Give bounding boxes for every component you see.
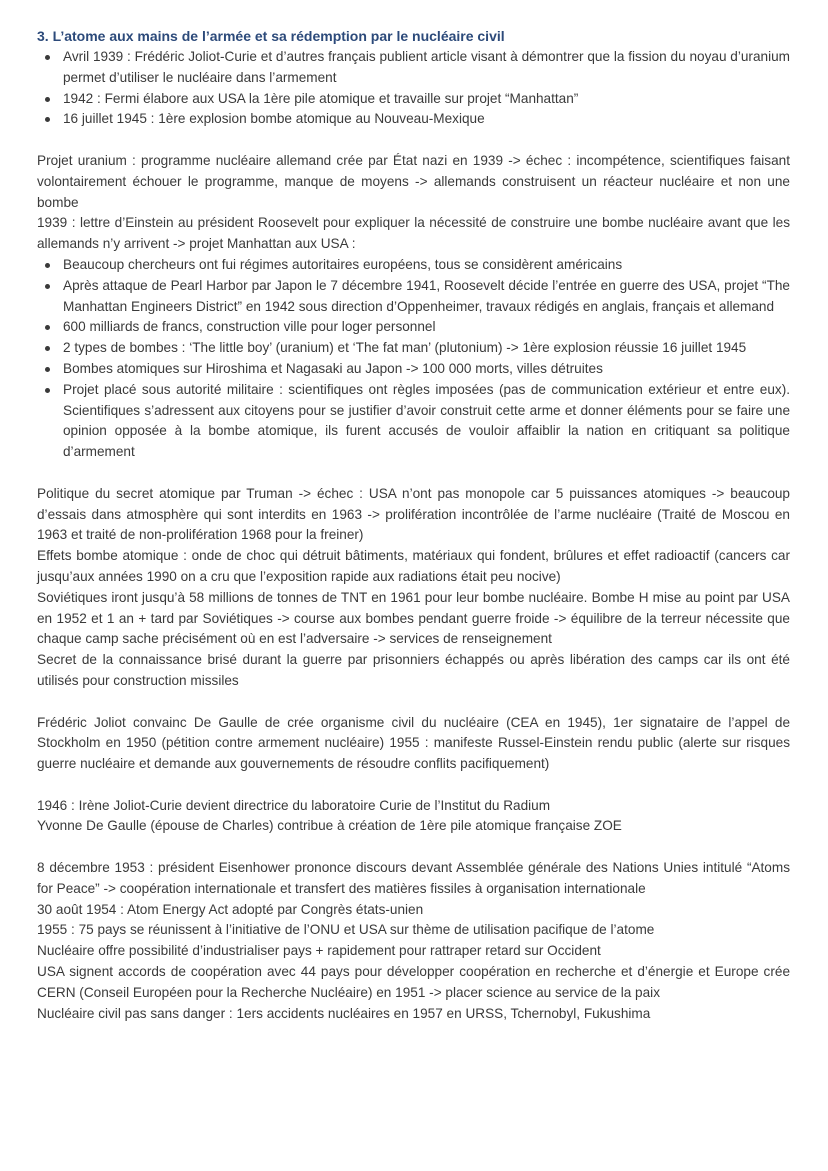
spacer <box>37 130 790 151</box>
bullet-icon <box>45 117 50 122</box>
list-item: Beaucoup chercheurs ont fui régimes autoritaires européens, tous se considèrent américains <box>63 255 790 276</box>
list-item: 2 types de bombes : ‘The little boy’ (uranium) et ‘The fat man’ (plutonium) -> 1ère explosion réussie 16 juillet 1945 <box>63 338 790 359</box>
bullet-icon <box>45 263 50 268</box>
bullet-icon <box>45 388 50 393</box>
list-item: 16 juillet 1945 : 1ère explosion bombe atomique au Nouveau-Mexique <box>63 109 790 130</box>
paragraph: Yvonne De Gaulle (épouse de Charles) contribue à création de 1ère pile atomique française ZOE <box>37 818 622 834</box>
paragraph: Politique du secret atomique par Truman -> échec : USA n’ont pas monopole car 5 puissances atomiques -> beaucoup d’essais dans atmosphère qui sont interdits en 1963 -> prolifération incontrôlée de l’arme nucléaire (Traité de Moscou en 1963 et traité de non-prolifération 1968 pour la freiner) <box>37 485 790 543</box>
paragraph: 1955 : 75 pays se réunissent à l’initiative de l’ONU et USA sur thème de utilisation pacifique de l’atome <box>37 922 655 938</box>
list-item: 1942 : Fermi élabore aux USA la 1ère pile atomique et travaille sur projet “Manhattan” <box>63 89 790 110</box>
paragraph: 1939 : lettre d’Einstein au président Roosevelt pour expliquer la nécessité de construire une bombe nucléaire avant que les allemands n’y arrivent -> projet Manhattan aux USA : <box>37 215 790 252</box>
paragraph: 30 août 1954 : Atom Energy Act adopté par Congrès états-unien <box>37 901 424 917</box>
paragraph: Nucléaire offre possibilité d’industrialiser pays + rapidement pour rattraper retard sur Occident <box>37 943 601 959</box>
paragraph: Effets bombe atomique : onde de choc qui détruit bâtiments, matériaux qui fondent, brûlures et effet radioactif (cancers car jusqu’aux années 1990 on a cru que l’exposition rapide aux radiations était peu nocive) <box>37 548 790 584</box>
bullet-icon <box>45 346 50 351</box>
paragraph: 8 décembre 1953 : président Eisenhower prononce discours devant Assemblée générale des Nations Unies intitulé “Atoms for Peace” -> coopération internationale et transfert des matières fissiles à organisation internationale <box>37 860 790 896</box>
paragraph: Projet uranium : programme nucléaire allemand crée par État nazi en 1939 -> échec : incompétence, scientifiques faisant volontairement échouer le programme, manque de moyens -> allemands construisent un réacteur nucléaire et non une bombe <box>37 152 790 210</box>
spacer <box>37 463 790 484</box>
paragraph: Frédéric Joliot convainc De Gaulle de crée organisme civil du nucléaire (CEA en 1945), 1er signataire de l’appel de Stockholm en 1950 (pétition contre armement nucléaire) 1955 : manifeste Russel-Einstein rendu public (alerte sur risques guerre nucléaire et demande aux gouvernements de résoudre conflits pacifiquement) <box>37 714 790 772</box>
list-item: Après attaque de Pearl Harbor par Japon le 7 décembre 1941, Roosevelt décide l’entrée en guerre des USA, projet “The Manhattan Engineers District” en 1942 sous direction d’Oppenheimer, travaux rédigés en anglais, français et allemand <box>63 276 790 318</box>
paragraph: 1946 : Irène Joliot-Curie devient directrice du laboratoire Curie de l’Institut du Radium <box>37 797 551 813</box>
bullet-icon <box>45 284 50 289</box>
list-item: Bombes atomiques sur Hiroshima et Nagasaki au Japon -> 100 000 morts, villes détruites <box>63 359 790 380</box>
paragraph: Secret de la connaissance brisé durant la guerre par prisonniers échappés ou après libération des camps car ils ont été utilisés pour construction missiles <box>37 652 790 688</box>
bullet-icon <box>45 55 50 60</box>
spacer <box>37 837 790 858</box>
paragraph: USA signent accords de coopération avec 44 pays pour développer coopération en recherche et d’énergie et Europe crée CERN (Conseil Européen pour la Recherche Nucléaire) en 1951 -> placer science au service de la paix <box>37 964 790 1000</box>
bullet-icon <box>45 97 50 102</box>
bullet-icon <box>45 367 50 372</box>
bullet-icon <box>45 325 50 330</box>
paragraph: Nucléaire civil pas sans danger : 1ers accidents nucléaires en 1957 en URSS, Tchernobyl, Fukushima <box>37 1005 651 1021</box>
spacer <box>37 692 790 713</box>
section-heading: 3. L’atome aux mains de l’armée et sa rédemption par le nucléaire civil <box>37 28 505 44</box>
bullet-list-manhattan <box>37 255 790 463</box>
list-item: Projet placé sous autorité militaire : scientifiques ont règles imposées (pas de communication extérieur et entre eux). Scientifiques s’adressent aux citoyens pour se justifier d’avoir construit cette arme et donner éléments pour se faire une opinion opposée à la bombe atomique, ils furent accusés de vouloir affaiblir la nation en critiquant sa politique d’armement <box>63 380 790 463</box>
paragraph: Soviétiques iront jusqu’à 58 millions de tonnes de TNT en 1961 pour leur bombe nucléaire. Bombe H mise au point par USA en 1952 et 1 an + tard par Soviétiques -> course aux bombes pendant guerre froide -> équilibre de la terreur nécessite que chaque camp sache précisément où en est l’adversaire -> services de renseignement <box>37 589 790 647</box>
list-item: 600 milliards de francs, construction ville pour loger personnel <box>63 317 790 338</box>
bullet-list-early-history <box>37 47 790 130</box>
list-item: Avril 1939 : Frédéric Joliot-Curie et d’autres français publient article visant à démontrer que la fission du noyau d’uranium permet d’utiliser le nucléaire dans l’armement <box>63 47 790 89</box>
spacer <box>37 775 790 796</box>
